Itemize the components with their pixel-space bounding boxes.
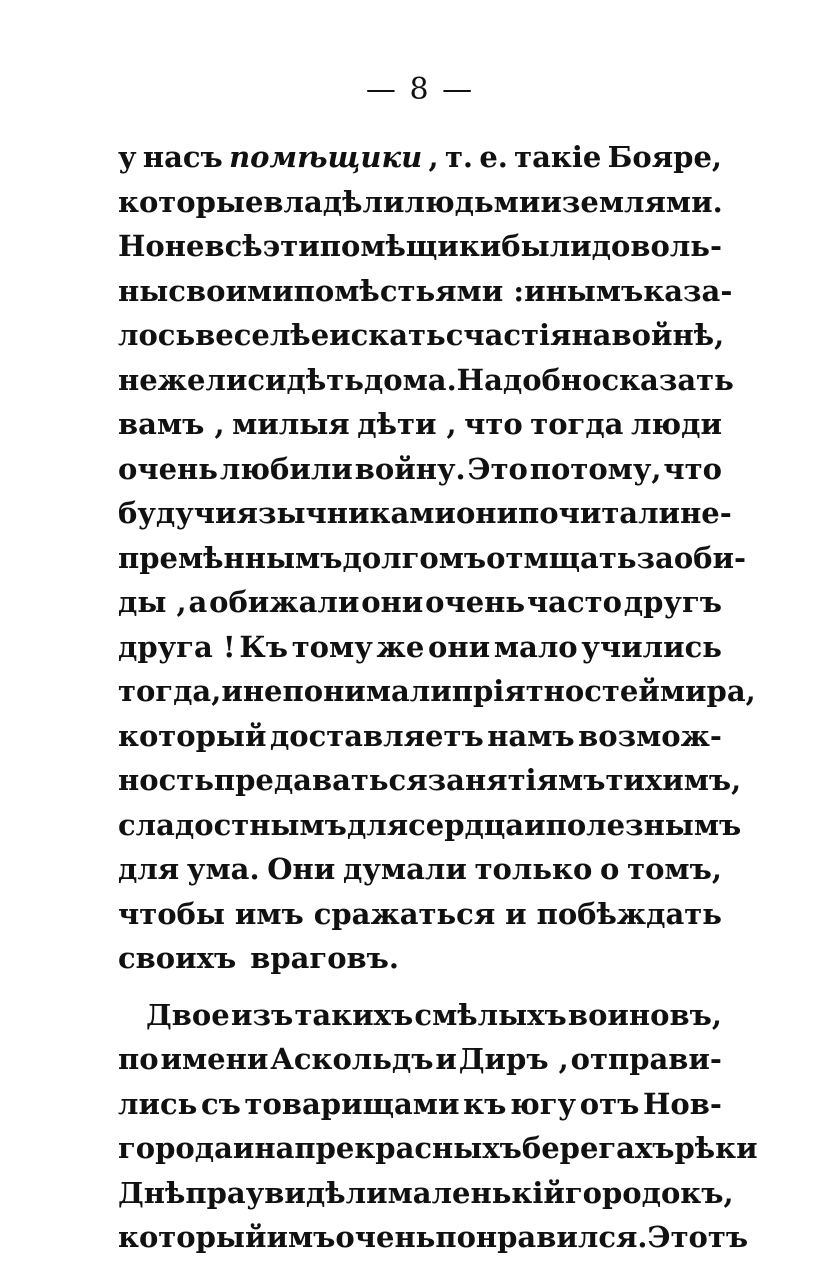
word: нежели bbox=[118, 362, 248, 397]
word: такихъ bbox=[294, 997, 414, 1032]
word: такіе bbox=[514, 140, 602, 174]
word: е. bbox=[479, 140, 508, 174]
word: побѣждать bbox=[536, 896, 722, 931]
text-line bbox=[118, 1131, 758, 1176]
word: Бояре, bbox=[607, 140, 722, 174]
text-line bbox=[118, 140, 722, 185]
word: войну. bbox=[354, 451, 466, 486]
word: всѣ bbox=[204, 229, 263, 263]
word: для bbox=[346, 807, 409, 842]
word: и bbox=[435, 1042, 457, 1076]
word: Они bbox=[267, 852, 336, 886]
word: имъ bbox=[266, 1220, 336, 1254]
word: вамъ , bbox=[118, 407, 225, 441]
word: не- bbox=[680, 496, 732, 530]
text-line bbox=[118, 1087, 722, 1132]
word: полезнымъ bbox=[545, 807, 742, 842]
word: на bbox=[571, 318, 612, 352]
word: прекрасныхъ bbox=[294, 1131, 522, 1165]
word: имени bbox=[160, 1042, 269, 1076]
paragraph bbox=[118, 997, 758, 1265]
word: дѣти , bbox=[357, 407, 457, 441]
word: людьми bbox=[404, 184, 541, 219]
text-line bbox=[118, 1042, 722, 1087]
word: занятіямъ bbox=[427, 763, 606, 797]
word: , bbox=[428, 140, 439, 174]
word: отправи- bbox=[570, 1042, 722, 1076]
word: города bbox=[118, 1131, 233, 1165]
word: друга ! bbox=[118, 629, 236, 664]
word: они bbox=[361, 585, 424, 619]
word: мало bbox=[493, 629, 578, 664]
word: а bbox=[188, 585, 208, 619]
word: веселѣе bbox=[195, 318, 330, 352]
word: томъ, bbox=[627, 852, 722, 886]
word: Этотъ bbox=[647, 1220, 749, 1254]
word: были bbox=[501, 229, 592, 263]
text-line bbox=[118, 1220, 749, 1265]
text-line bbox=[118, 229, 722, 274]
word: помѣщики bbox=[229, 140, 423, 174]
word: обижали bbox=[209, 585, 360, 619]
word: будучи bbox=[118, 496, 237, 530]
word: тому bbox=[291, 629, 373, 664]
text-line bbox=[118, 496, 732, 541]
text-line bbox=[118, 407, 722, 452]
word: они bbox=[455, 496, 519, 530]
word: учились bbox=[581, 629, 722, 664]
word: только bbox=[474, 852, 593, 886]
word: не bbox=[164, 229, 205, 263]
word: и bbox=[221, 674, 243, 708]
body-text bbox=[118, 140, 758, 1265]
word: и bbox=[232, 1131, 255, 1165]
text-line bbox=[118, 1175, 734, 1221]
word: дома. bbox=[363, 362, 457, 397]
word: потому, bbox=[529, 451, 662, 486]
text-line bbox=[118, 941, 722, 986]
word: понравился. bbox=[435, 1220, 648, 1254]
word: имъ bbox=[234, 896, 304, 931]
text-line bbox=[118, 897, 722, 942]
word: Аскольдъ bbox=[270, 1042, 434, 1076]
word: ума. bbox=[186, 852, 260, 886]
word: часто bbox=[526, 585, 622, 619]
word: Но bbox=[118, 229, 165, 263]
text-line bbox=[118, 763, 742, 808]
text-line bbox=[118, 540, 747, 586]
word: Диръ , bbox=[458, 1042, 569, 1076]
text-line bbox=[118, 674, 756, 719]
word: у bbox=[118, 140, 137, 174]
word: сидѣть bbox=[247, 362, 364, 397]
word: искать bbox=[329, 318, 446, 352]
word: доволь- bbox=[591, 229, 722, 263]
word: Двое bbox=[146, 997, 230, 1032]
text-line bbox=[118, 852, 722, 897]
word: очень bbox=[425, 585, 526, 619]
word: не bbox=[242, 674, 283, 708]
word: ды , bbox=[118, 585, 187, 619]
word: воиновъ, bbox=[567, 997, 722, 1032]
word: о bbox=[600, 852, 620, 886]
text-line bbox=[118, 185, 722, 230]
word: Днѣпра bbox=[118, 1175, 246, 1210]
word: для bbox=[118, 852, 180, 886]
word: что bbox=[464, 407, 523, 441]
text-line bbox=[118, 719, 722, 764]
word: ны bbox=[118, 273, 169, 308]
word: возмож- bbox=[578, 718, 722, 753]
word: насъ bbox=[142, 140, 223, 174]
word: инымъ bbox=[524, 273, 644, 308]
word: войнѣ, bbox=[611, 318, 725, 352]
word: отмщать bbox=[486, 540, 637, 575]
word: изъ bbox=[230, 997, 294, 1032]
word: рѣки bbox=[674, 1131, 758, 1165]
text-line bbox=[118, 998, 722, 1043]
word: очень bbox=[335, 1220, 436, 1254]
paragraph-gap bbox=[118, 986, 722, 998]
word: счастія bbox=[445, 318, 572, 352]
word: тогда, bbox=[118, 674, 222, 708]
word: югу bbox=[510, 1086, 577, 1121]
word: и bbox=[524, 807, 546, 842]
word: Къ bbox=[239, 629, 288, 664]
word: владѣли bbox=[263, 184, 405, 219]
word: и bbox=[505, 896, 527, 931]
word: сердца bbox=[408, 807, 525, 842]
word: маленькій bbox=[387, 1175, 565, 1210]
word: отъ bbox=[579, 1086, 640, 1121]
word: они bbox=[428, 629, 491, 664]
word: долгомъ bbox=[342, 540, 487, 575]
word: за bbox=[636, 540, 674, 575]
word: чтобы bbox=[118, 896, 225, 931]
word: пріятностей bbox=[451, 674, 660, 708]
word: Это bbox=[467, 451, 528, 486]
word: который bbox=[118, 718, 267, 753]
word: увидѣли bbox=[245, 1175, 388, 1210]
word: по bbox=[118, 1042, 159, 1076]
word: которые bbox=[118, 184, 264, 219]
word: понимали bbox=[282, 674, 452, 708]
word: доставляетъ bbox=[269, 718, 484, 753]
word: съ bbox=[200, 1086, 241, 1121]
text-line bbox=[118, 585, 722, 630]
word: своими bbox=[168, 273, 294, 308]
word: очень bbox=[118, 451, 218, 486]
word: сладостнымъ bbox=[118, 807, 347, 842]
word: лось bbox=[118, 318, 196, 352]
word: почитали bbox=[518, 496, 681, 530]
word: своихъ bbox=[118, 941, 237, 975]
word: и bbox=[540, 184, 562, 219]
word: сражаться bbox=[313, 896, 496, 931]
word: другъ bbox=[623, 585, 722, 619]
word: который bbox=[118, 1220, 267, 1254]
text-line bbox=[118, 273, 733, 319]
paragraph bbox=[118, 140, 756, 986]
word: помѣстьями : bbox=[293, 273, 525, 308]
text-line bbox=[118, 630, 722, 675]
word: землями. bbox=[561, 184, 723, 219]
text-line bbox=[118, 807, 742, 853]
text-line bbox=[118, 318, 725, 363]
word: тихимъ, bbox=[605, 763, 742, 797]
word: же bbox=[376, 629, 425, 664]
word: премѣннымъ bbox=[118, 540, 343, 575]
word: эти bbox=[262, 229, 320, 263]
word: намъ bbox=[487, 718, 575, 753]
word: тогда bbox=[530, 407, 624, 441]
word: берегахъ bbox=[521, 1131, 675, 1165]
word: смѣлыхъ bbox=[414, 997, 567, 1032]
word: оби- bbox=[673, 540, 747, 575]
word: городокъ, bbox=[564, 1175, 734, 1210]
word: на bbox=[254, 1131, 295, 1165]
word: лись bbox=[118, 1086, 198, 1121]
word: предаваться bbox=[213, 763, 428, 797]
text-line bbox=[118, 452, 722, 497]
word: помѣщики bbox=[319, 229, 502, 263]
text-line bbox=[118, 362, 734, 408]
word: къ bbox=[463, 1086, 507, 1121]
word: т. bbox=[444, 140, 474, 174]
word: враговъ. bbox=[250, 941, 400, 975]
word: язычниками bbox=[236, 496, 456, 530]
word: люди bbox=[630, 407, 722, 441]
page-number: — 8 — bbox=[365, 72, 475, 107]
word: каза- bbox=[643, 273, 733, 308]
word: Надобно bbox=[456, 362, 602, 397]
word: что bbox=[663, 451, 722, 486]
word: мира, bbox=[659, 674, 756, 708]
word: ность bbox=[118, 763, 214, 797]
word: любили bbox=[219, 451, 353, 486]
word: Нов- bbox=[643, 1086, 722, 1121]
word: милыя bbox=[232, 407, 350, 441]
word: товарищами bbox=[244, 1086, 460, 1121]
word: думали bbox=[343, 852, 467, 886]
word: сказать bbox=[601, 362, 734, 397]
